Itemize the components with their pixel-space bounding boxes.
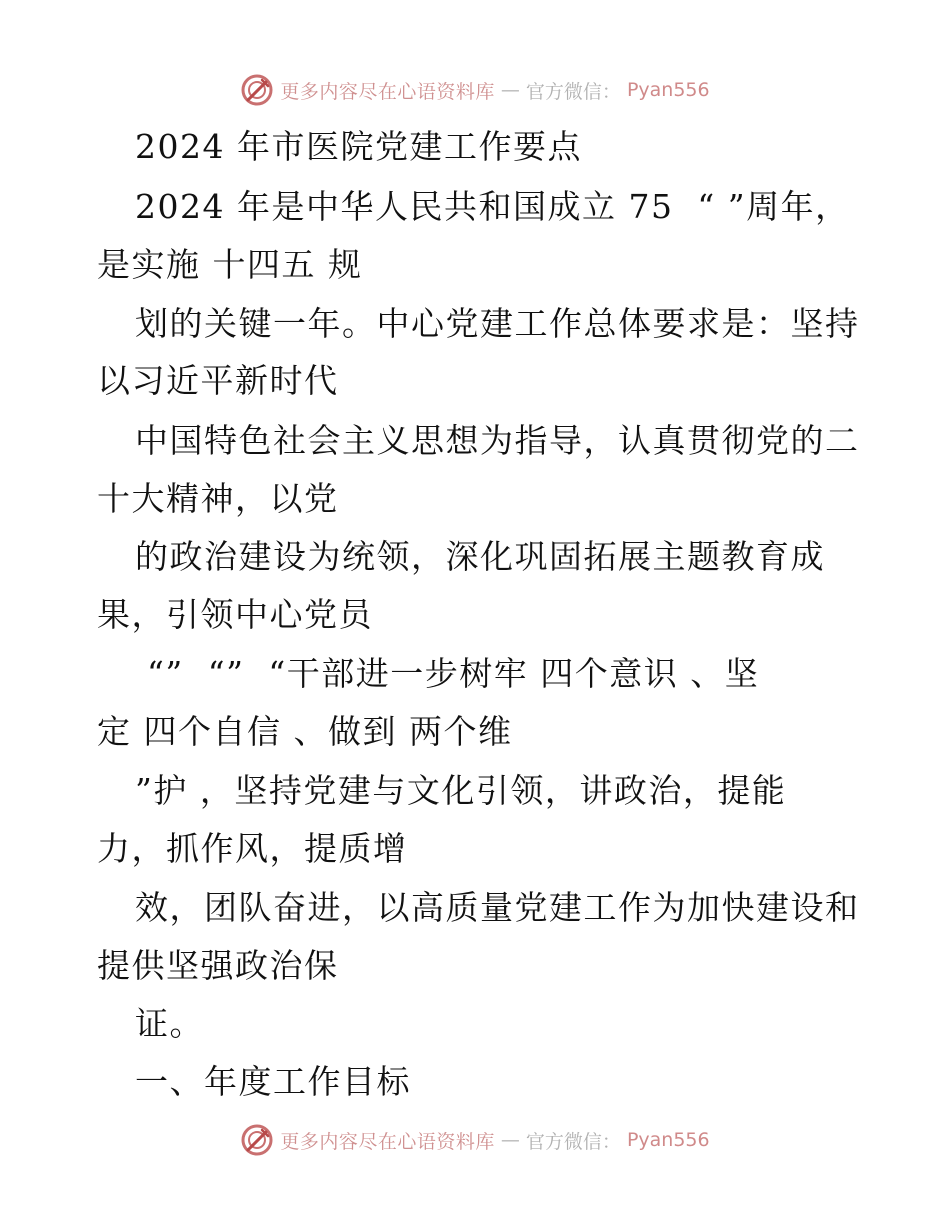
watermark-dash: —	[500, 79, 520, 101]
watermark-official-label: 官方微信：	[525, 80, 621, 103]
paragraph-line: 提供坚强政治保	[97, 946, 339, 985]
paragraph-line: 中国特色社会主义思想为指导，认真贯彻党的二	[135, 421, 860, 460]
paragraph-line: 证。	[135, 1004, 204, 1043]
pen-seal-icon	[240, 73, 274, 107]
section-heading: 一、年度工作目标	[135, 1062, 411, 1101]
footer-watermark	[0, 1120, 950, 1160]
watermark-official-label: 官方微信：	[525, 1130, 621, 1153]
paragraph-line: ”护 ，坚持党建与文化引领，讲政治，提能	[135, 771, 787, 810]
document-title: 2024 年市医院党建工作要点	[135, 127, 582, 166]
paragraph-line: 2024 年是中华人民共和国成立 75 “ ”周年，	[135, 187, 850, 226]
watermark-brand: 更多内容尽在心语资料库	[280, 80, 495, 103]
watermark-wechat-id: Pyan556	[626, 1129, 710, 1151]
header-watermark	[0, 70, 950, 110]
watermark-brand: 更多内容尽在心语资料库	[280, 1130, 495, 1153]
paragraph-line: 以习近平新时代	[97, 361, 339, 400]
paragraph-line: 十大精神，以党	[97, 479, 339, 518]
pen-seal-icon	[240, 1123, 274, 1157]
paragraph-line: 定 四个自信 、做到 两个维	[97, 712, 513, 751]
paragraph-line: 的政治建设为统领，深化巩固拓展主题教育成	[135, 537, 825, 576]
watermark-wechat-id: Pyan556	[626, 79, 710, 101]
paragraph-line: 力，抓作风，提质增	[97, 829, 408, 868]
paragraph-line: 是实施 十四五 规	[97, 245, 363, 284]
paragraph-line: “” “” “干部进一步树牢 四个意识 、坚	[135, 654, 760, 693]
watermark-dash: —	[500, 1129, 520, 1151]
paragraph-line: 效，团队奋进，以高质量党建工作为加快建设和	[135, 888, 860, 927]
paragraph-line: 划的关键一年。中心党建工作总体要求是：坚持	[135, 304, 860, 343]
paragraph-line: 果，引领中心党员	[97, 595, 373, 634]
